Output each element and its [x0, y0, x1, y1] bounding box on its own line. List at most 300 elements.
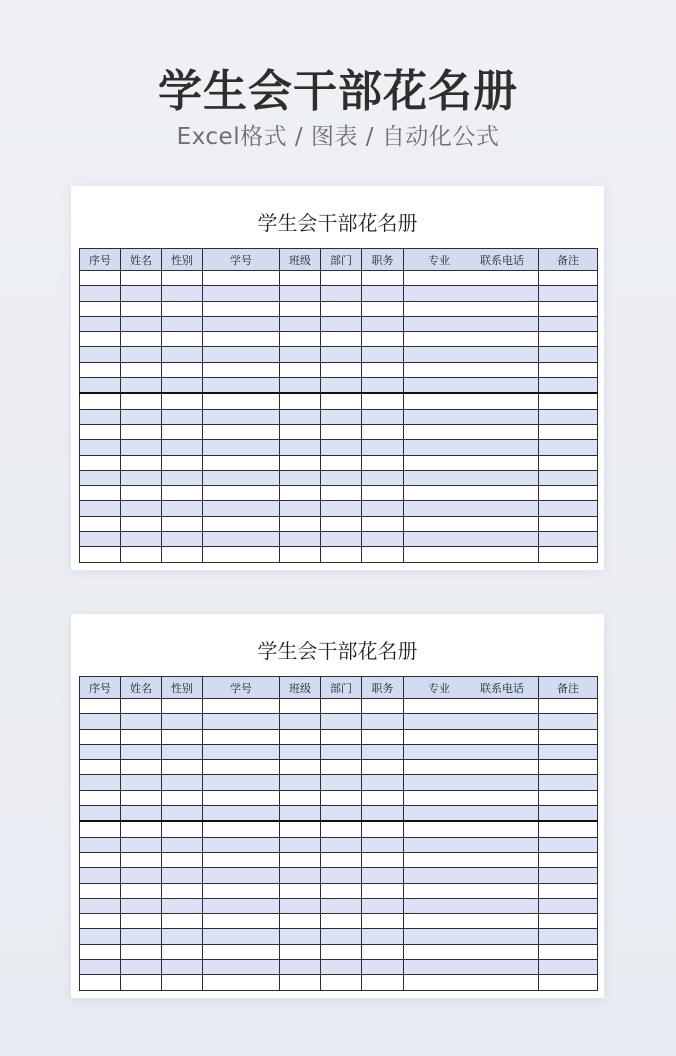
table-cell[interactable] — [80, 929, 121, 944]
table-cell[interactable] — [280, 852, 321, 867]
table-cell[interactable] — [404, 470, 539, 485]
table-cell[interactable] — [362, 898, 404, 913]
table-cell[interactable] — [404, 424, 539, 439]
table-cell[interactable] — [404, 868, 539, 883]
table-cell[interactable] — [162, 883, 203, 898]
table-cell[interactable] — [121, 440, 162, 455]
table-cell[interactable] — [121, 699, 162, 714]
table-cell[interactable] — [321, 301, 362, 316]
table-cell[interactable] — [404, 837, 539, 852]
table-cell[interactable] — [162, 378, 203, 394]
table-cell[interactable] — [362, 744, 404, 759]
table-cell[interactable] — [321, 455, 362, 470]
table-cell[interactable] — [121, 975, 162, 990]
table-cell[interactable] — [121, 378, 162, 394]
table-cell[interactable] — [404, 301, 539, 316]
table-cell[interactable] — [203, 455, 280, 470]
table-cell[interactable] — [362, 868, 404, 883]
table-cell[interactable] — [280, 286, 321, 301]
table-cell[interactable] — [404, 975, 539, 990]
table-cell[interactable] — [203, 409, 280, 424]
table-cell[interactable] — [539, 516, 598, 531]
table-cell[interactable] — [121, 362, 162, 377]
table-cell[interactable] — [121, 532, 162, 547]
table-cell[interactable] — [162, 347, 203, 362]
table-cell[interactable] — [280, 837, 321, 852]
table-cell[interactable] — [321, 424, 362, 439]
table-cell[interactable] — [203, 914, 280, 929]
table-cell[interactable] — [121, 316, 162, 331]
table-cell[interactable] — [404, 378, 539, 394]
col-header-gender[interactable]: 性别 — [162, 677, 203, 699]
table-cell[interactable] — [121, 929, 162, 944]
table-cell[interactable] — [280, 409, 321, 424]
table-cell[interactable] — [321, 362, 362, 377]
table-cell[interactable] — [280, 393, 321, 409]
table-cell[interactable] — [280, 455, 321, 470]
table-cell[interactable] — [362, 486, 404, 501]
table-cell[interactable] — [404, 286, 539, 301]
table-cell[interactable] — [203, 729, 280, 744]
table-cell[interactable] — [539, 424, 598, 439]
table-cell[interactable] — [203, 929, 280, 944]
table-cell[interactable] — [404, 271, 539, 286]
table-cell[interactable] — [539, 975, 598, 990]
table-cell[interactable] — [539, 316, 598, 331]
table-cell[interactable] — [162, 271, 203, 286]
table-cell[interactable] — [280, 960, 321, 975]
table-cell[interactable] — [280, 729, 321, 744]
table-cell[interactable] — [321, 271, 362, 286]
table-cell[interactable] — [539, 547, 598, 562]
col-header-remarks[interactable]: 备注 — [539, 249, 598, 271]
table-cell[interactable] — [80, 470, 121, 485]
table-cell[interactable] — [121, 409, 162, 424]
table-cell[interactable] — [203, 501, 280, 516]
col-header-department[interactable]: 部门 — [321, 249, 362, 271]
table-cell[interactable] — [321, 744, 362, 759]
table-cell[interactable] — [362, 455, 404, 470]
table-cell[interactable] — [539, 714, 598, 729]
table-cell[interactable] — [404, 914, 539, 929]
table-cell[interactable] — [121, 547, 162, 562]
table-cell[interactable] — [121, 347, 162, 362]
table-cell[interactable] — [80, 316, 121, 331]
table-cell[interactable] — [280, 547, 321, 562]
table-cell[interactable] — [362, 286, 404, 301]
table-cell[interactable] — [321, 470, 362, 485]
table-cell[interactable] — [362, 424, 404, 439]
table-cell[interactable] — [362, 271, 404, 286]
table-cell[interactable] — [321, 790, 362, 805]
table-cell[interactable] — [80, 347, 121, 362]
table-cell[interactable] — [321, 532, 362, 547]
table-cell[interactable] — [539, 501, 598, 516]
table-cell[interactable] — [321, 944, 362, 959]
table-cell[interactable] — [404, 883, 539, 898]
table-cell[interactable] — [362, 516, 404, 531]
table-cell[interactable] — [80, 960, 121, 975]
table-cell[interactable] — [121, 455, 162, 470]
table-cell[interactable] — [162, 393, 203, 409]
table-cell[interactable] — [203, 347, 280, 362]
table-cell[interactable] — [80, 806, 121, 822]
table-cell[interactable] — [203, 837, 280, 852]
table-cell[interactable] — [162, 516, 203, 531]
table-cell[interactable] — [203, 760, 280, 775]
col-header-class[interactable]: 班级 — [280, 249, 321, 271]
table-cell[interactable] — [162, 960, 203, 975]
table-cell[interactable] — [362, 409, 404, 424]
table-cell[interactable] — [404, 440, 539, 455]
table-cell[interactable] — [280, 532, 321, 547]
table-cell[interactable] — [321, 837, 362, 852]
table-cell[interactable] — [203, 440, 280, 455]
table-cell[interactable] — [321, 409, 362, 424]
table-cell[interactable] — [539, 347, 598, 362]
table-cell[interactable] — [121, 744, 162, 759]
table-cell[interactable] — [321, 868, 362, 883]
table-cell[interactable] — [362, 729, 404, 744]
table-cell[interactable] — [80, 837, 121, 852]
col-header-name[interactable]: 姓名 — [121, 677, 162, 699]
table-cell[interactable] — [539, 868, 598, 883]
table-cell[interactable] — [121, 516, 162, 531]
table-cell[interactable] — [539, 744, 598, 759]
table-cell[interactable] — [362, 975, 404, 990]
table-cell[interactable] — [121, 790, 162, 805]
table-cell[interactable] — [404, 944, 539, 959]
table-cell[interactable] — [404, 332, 539, 347]
table-cell[interactable] — [362, 944, 404, 959]
table-cell[interactable] — [404, 393, 539, 409]
table-cell[interactable] — [362, 960, 404, 975]
table-cell[interactable] — [203, 547, 280, 562]
table-cell[interactable] — [404, 760, 539, 775]
table-cell[interactable] — [539, 760, 598, 775]
table-cell[interactable] — [203, 868, 280, 883]
table-cell[interactable] — [280, 744, 321, 759]
table-cell[interactable] — [80, 790, 121, 805]
table-cell[interactable] — [280, 301, 321, 316]
table-cell[interactable] — [162, 486, 203, 501]
col-header-major-phone[interactable] — [404, 677, 539, 699]
table-cell[interactable] — [404, 316, 539, 331]
table-cell[interactable] — [162, 424, 203, 439]
table-cell[interactable] — [162, 470, 203, 485]
table-cell[interactable] — [121, 271, 162, 286]
table-cell[interactable] — [362, 301, 404, 316]
table-cell[interactable] — [162, 455, 203, 470]
table-cell[interactable] — [121, 424, 162, 439]
table-cell[interactable] — [80, 883, 121, 898]
table-cell[interactable] — [539, 470, 598, 485]
table-cell[interactable] — [162, 316, 203, 331]
col-header-position[interactable]: 职务 — [362, 249, 404, 271]
table-cell[interactable] — [539, 301, 598, 316]
table-cell[interactable] — [321, 975, 362, 990]
table-cell[interactable] — [321, 347, 362, 362]
table-cell[interactable] — [280, 347, 321, 362]
table-cell[interactable] — [203, 532, 280, 547]
table-cell[interactable] — [404, 486, 539, 501]
table-cell[interactable] — [80, 332, 121, 347]
table-cell[interactable] — [539, 286, 598, 301]
table-cell[interactable] — [362, 775, 404, 790]
table-cell[interactable] — [162, 729, 203, 744]
table-cell[interactable] — [80, 914, 121, 929]
table-cell[interactable] — [321, 898, 362, 913]
table-cell[interactable] — [121, 501, 162, 516]
table-cell[interactable] — [203, 332, 280, 347]
table-cell[interactable] — [539, 393, 598, 409]
table-cell[interactable] — [539, 914, 598, 929]
table-cell[interactable] — [203, 852, 280, 867]
table-cell[interactable] — [162, 929, 203, 944]
table-cell[interactable] — [321, 852, 362, 867]
table-cell[interactable] — [539, 898, 598, 913]
table-cell[interactable] — [203, 378, 280, 394]
table-cell[interactable] — [280, 501, 321, 516]
table-cell[interactable] — [80, 301, 121, 316]
table-cell[interactable] — [80, 898, 121, 913]
table-cell[interactable] — [280, 424, 321, 439]
table-cell[interactable] — [121, 837, 162, 852]
table-cell[interactable] — [203, 316, 280, 331]
table-cell[interactable] — [162, 775, 203, 790]
table-cell[interactable] — [203, 944, 280, 959]
table-cell[interactable] — [280, 868, 321, 883]
table-cell[interactable] — [321, 729, 362, 744]
table-cell[interactable] — [162, 301, 203, 316]
table-cell[interactable] — [162, 409, 203, 424]
table-cell[interactable] — [121, 852, 162, 867]
table-cell[interactable] — [203, 286, 280, 301]
table-cell[interactable] — [162, 944, 203, 959]
table-cell[interactable] — [321, 486, 362, 501]
table-cell[interactable] — [321, 883, 362, 898]
table-cell[interactable] — [162, 286, 203, 301]
table-cell[interactable] — [362, 378, 404, 394]
table-cell[interactable] — [80, 455, 121, 470]
table-cell[interactable] — [162, 760, 203, 775]
table-cell[interactable] — [404, 699, 539, 714]
table-cell[interactable] — [362, 821, 404, 837]
table-cell[interactable] — [362, 714, 404, 729]
table-cell[interactable] — [404, 532, 539, 547]
table-cell[interactable] — [121, 301, 162, 316]
table-cell[interactable] — [203, 960, 280, 975]
table-cell[interactable] — [162, 914, 203, 929]
table-cell[interactable] — [321, 914, 362, 929]
table-cell[interactable] — [280, 790, 321, 805]
table-cell[interactable] — [162, 975, 203, 990]
table-cell[interactable] — [280, 440, 321, 455]
table-cell[interactable] — [80, 440, 121, 455]
table-cell[interactable] — [321, 393, 362, 409]
table-cell[interactable] — [539, 362, 598, 377]
table-cell[interactable] — [362, 790, 404, 805]
col-header-index[interactable]: 序号 — [80, 249, 121, 271]
table-cell[interactable] — [362, 699, 404, 714]
table-cell[interactable] — [203, 806, 280, 822]
table-cell[interactable] — [80, 516, 121, 531]
table-cell[interactable] — [203, 975, 280, 990]
table-cell[interactable] — [121, 883, 162, 898]
col-header-major-phone[interactable] — [404, 249, 539, 271]
table-cell[interactable] — [539, 271, 598, 286]
table-cell[interactable] — [539, 837, 598, 852]
table-cell[interactable] — [321, 806, 362, 822]
col-header-student-id[interactable]: 学号 — [203, 677, 280, 699]
table-cell[interactable] — [121, 286, 162, 301]
table-cell[interactable] — [362, 332, 404, 347]
table-cell[interactable] — [280, 316, 321, 331]
table-cell[interactable] — [80, 547, 121, 562]
table-cell[interactable] — [362, 929, 404, 944]
table-cell[interactable] — [80, 532, 121, 547]
table-cell[interactable] — [404, 806, 539, 822]
table-cell[interactable] — [539, 883, 598, 898]
col-header-department[interactable]: 部门 — [321, 677, 362, 699]
table-cell[interactable] — [404, 821, 539, 837]
table-cell[interactable] — [121, 898, 162, 913]
table-cell[interactable] — [203, 699, 280, 714]
table-cell[interactable] — [404, 775, 539, 790]
table-cell[interactable] — [121, 332, 162, 347]
table-cell[interactable] — [539, 790, 598, 805]
table-cell[interactable] — [280, 486, 321, 501]
table-cell[interactable] — [121, 393, 162, 409]
table-cell[interactable] — [321, 378, 362, 394]
table-cell[interactable] — [121, 714, 162, 729]
table-cell[interactable] — [539, 960, 598, 975]
table-cell[interactable] — [203, 393, 280, 409]
table-cell[interactable] — [404, 362, 539, 377]
table-cell[interactable] — [162, 440, 203, 455]
table-cell[interactable] — [321, 960, 362, 975]
table-cell[interactable] — [539, 929, 598, 944]
table-cell[interactable] — [404, 729, 539, 744]
table-cell[interactable] — [162, 852, 203, 867]
table-cell[interactable] — [404, 409, 539, 424]
table-cell[interactable] — [321, 821, 362, 837]
table-cell[interactable] — [362, 347, 404, 362]
table-cell[interactable] — [162, 744, 203, 759]
table-cell[interactable] — [321, 440, 362, 455]
table-cell[interactable] — [203, 362, 280, 377]
table-cell[interactable] — [404, 516, 539, 531]
table-cell[interactable] — [539, 821, 598, 837]
table-cell[interactable] — [321, 929, 362, 944]
table-cell[interactable] — [404, 852, 539, 867]
table-cell[interactable] — [162, 868, 203, 883]
table-cell[interactable] — [539, 729, 598, 744]
col-header-index[interactable]: 序号 — [80, 677, 121, 699]
col-header-gender[interactable]: 性别 — [162, 249, 203, 271]
table-cell[interactable] — [162, 532, 203, 547]
table-cell[interactable] — [539, 775, 598, 790]
table-cell[interactable] — [280, 516, 321, 531]
table-cell[interactable] — [121, 914, 162, 929]
table-cell[interactable] — [162, 547, 203, 562]
table-cell[interactable] — [321, 516, 362, 531]
table-cell[interactable] — [80, 821, 121, 837]
table-cell[interactable] — [80, 699, 121, 714]
table-cell[interactable] — [362, 883, 404, 898]
table-cell[interactable] — [362, 440, 404, 455]
table-cell[interactable] — [162, 501, 203, 516]
table-cell[interactable] — [80, 286, 121, 301]
table-cell[interactable] — [404, 714, 539, 729]
table-cell[interactable] — [321, 316, 362, 331]
table-cell[interactable] — [121, 729, 162, 744]
table-cell[interactable] — [162, 714, 203, 729]
table-cell[interactable] — [404, 790, 539, 805]
table-cell[interactable] — [80, 852, 121, 867]
table-cell[interactable] — [539, 944, 598, 959]
table-cell[interactable] — [280, 378, 321, 394]
table-cell[interactable] — [80, 501, 121, 516]
table-cell[interactable] — [321, 332, 362, 347]
table-cell[interactable] — [280, 883, 321, 898]
table-cell[interactable] — [539, 332, 598, 347]
table-cell[interactable] — [203, 898, 280, 913]
table-cell[interactable] — [162, 837, 203, 852]
table-cell[interactable] — [80, 760, 121, 775]
col-header-position[interactable]: 职务 — [362, 677, 404, 699]
table-cell[interactable] — [404, 547, 539, 562]
table-cell[interactable] — [203, 301, 280, 316]
table-cell[interactable] — [80, 362, 121, 377]
table-cell[interactable] — [362, 760, 404, 775]
table-cell[interactable] — [80, 868, 121, 883]
table-cell[interactable] — [280, 362, 321, 377]
table-cell[interactable] — [404, 898, 539, 913]
table-cell[interactable] — [280, 806, 321, 822]
table-cell[interactable] — [539, 455, 598, 470]
table-cell[interactable] — [203, 516, 280, 531]
table-cell[interactable] — [203, 424, 280, 439]
table-cell[interactable] — [321, 760, 362, 775]
table-cell[interactable] — [362, 393, 404, 409]
table-cell[interactable] — [362, 501, 404, 516]
table-cell[interactable] — [80, 393, 121, 409]
col-header-remarks[interactable]: 备注 — [539, 677, 598, 699]
table-cell[interactable] — [539, 486, 598, 501]
table-cell[interactable] — [321, 699, 362, 714]
table-cell[interactable] — [162, 699, 203, 714]
table-cell[interactable] — [203, 714, 280, 729]
table-cell[interactable] — [203, 470, 280, 485]
col-header-class[interactable]: 班级 — [280, 677, 321, 699]
table-cell[interactable] — [280, 470, 321, 485]
table-cell[interactable] — [203, 821, 280, 837]
table-cell[interactable] — [362, 806, 404, 822]
table-cell[interactable] — [203, 744, 280, 759]
table-cell[interactable] — [203, 271, 280, 286]
table-cell[interactable] — [404, 929, 539, 944]
table-cell[interactable] — [321, 714, 362, 729]
table-cell[interactable] — [80, 409, 121, 424]
table-cell[interactable] — [280, 271, 321, 286]
table-cell[interactable] — [362, 547, 404, 562]
table-cell[interactable] — [203, 486, 280, 501]
table-cell[interactable] — [404, 501, 539, 516]
table-cell[interactable] — [203, 775, 280, 790]
table-cell[interactable] — [280, 714, 321, 729]
table-cell[interactable] — [162, 332, 203, 347]
